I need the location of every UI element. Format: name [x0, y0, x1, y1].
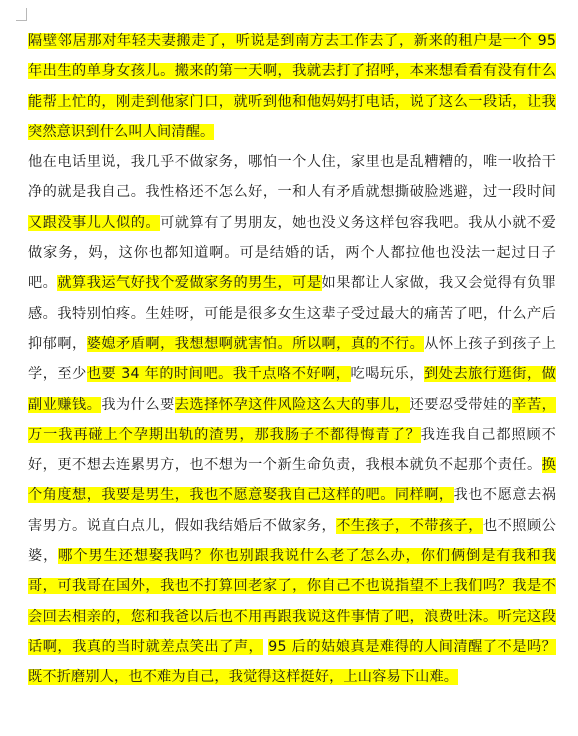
highlighted-text: 我千点咯不好啊，	[232, 366, 351, 383]
body-text: 可就算有了男朋友，她也没义务这样包容我吧。我从小就不爱做家务，妈，这你也都知道啊。	[28, 214, 556, 262]
body-text: 可是结婚的话，两个人都拉他也没法一起过日子吧。	[28, 245, 556, 292]
page-corner-mark	[16, 8, 27, 21]
highlighted-text: 去选择怀孕这件风险这么大的事儿，	[174, 396, 410, 413]
highlighted-text: 万一我再碰上个孕期出轨的渣男，那我肠子不都得悔青了？	[28, 426, 421, 443]
body-text: 从怀上孩子到孩子上学，至少	[28, 335, 556, 383]
body-text: 我连我自己都照顾不好，更不想去连累男方，也不想为一个新生命负责，我根本就负不起那个责任。	[28, 426, 556, 474]
body-text: 他在电话里说，我几乎不做家务，哪怕一个人住，家里也是乱糟糟的，唯一收拾干净的就是我自己。我性格还不怎么好，一和人有矛盾就想撕破脸逃避，过一段时间	[28, 154, 556, 201]
highlighted-text: 95 后的姑娘真是难得的人间清醒了不是吗？既不折磨别人，也不难为自己，我觉得这样挺好，上山容易下山难。	[28, 638, 556, 686]
body-text: 我也不愿意去祸害男方。说直白点儿，假如我结婚后不做家务，	[28, 487, 556, 534]
highlighted-text: 哪个男生还想娶我吗？你也别跟我说什么老了怎么办，你们俩倒是有我和我哥，可我哥在国外，我也不打算回老家了，你自己不也说指望不上我们吗？我是不会回去相亲的，您和我爸以后也不用再跟我说这件事情了吧，浪费吐沫。听完这段话啊，我真的当时就差点笑出了声，	[28, 548, 556, 655]
highlighted-text: 不生孩子，不带孩子，	[336, 517, 483, 534]
highlighted-text: 我要是男生，我也不愿意娶我自己这样的吧。	[101, 487, 395, 504]
highlighted-text: 婆媳矛盾啊，我想想啊就害怕。所以啊，真的不行。	[86, 335, 425, 352]
document-body	[28, 26, 556, 693]
body-text: 我为什么要	[101, 396, 175, 413]
highlighted-text: 换个角度想，	[28, 457, 556, 504]
paragraph	[28, 147, 556, 692]
highlighted-text: 又跟没事儿人似的。	[28, 214, 161, 231]
body-text: 如果都让人家做，我又会觉得有负罪感。我特别怕疼。生娃呀，可能是很多女生这辈子受过最大的痛苦了吧，什么产后抑郁啊，	[28, 275, 557, 352]
body-text: 也不照顾公婆，	[28, 517, 556, 565]
body-text: 吃喝玩乐，	[350, 366, 425, 383]
highlighted-text: 到处去旅行逛街，做副业赚钱。	[28, 366, 557, 413]
paragraph	[28, 26, 556, 147]
highlighted-text: 也要 34 年的时间吧。	[86, 366, 233, 383]
highlighted-text: 隔壁邻居那对年轻夫妻搬走了，听说是到南方去工作去了，新来的租户是一个 95 年出生的单身女孩儿。搬来的第一天啊，我就去打了招呼，本来想看看有没有什么能帮上忙的，刚走到他家门口，就听到他和他妈妈打电话，说了这么一段话，让我突然意识到什么叫人间清醒。	[28, 33, 556, 140]
highlighted-text: 同样啊，	[394, 487, 454, 504]
highlighted-text: 辛苦，	[512, 396, 556, 413]
highlighted-text: 就算我运气好找个爱做家务的男生，可是	[57, 275, 322, 292]
body-text: 还要忍受带娃的	[409, 396, 513, 413]
